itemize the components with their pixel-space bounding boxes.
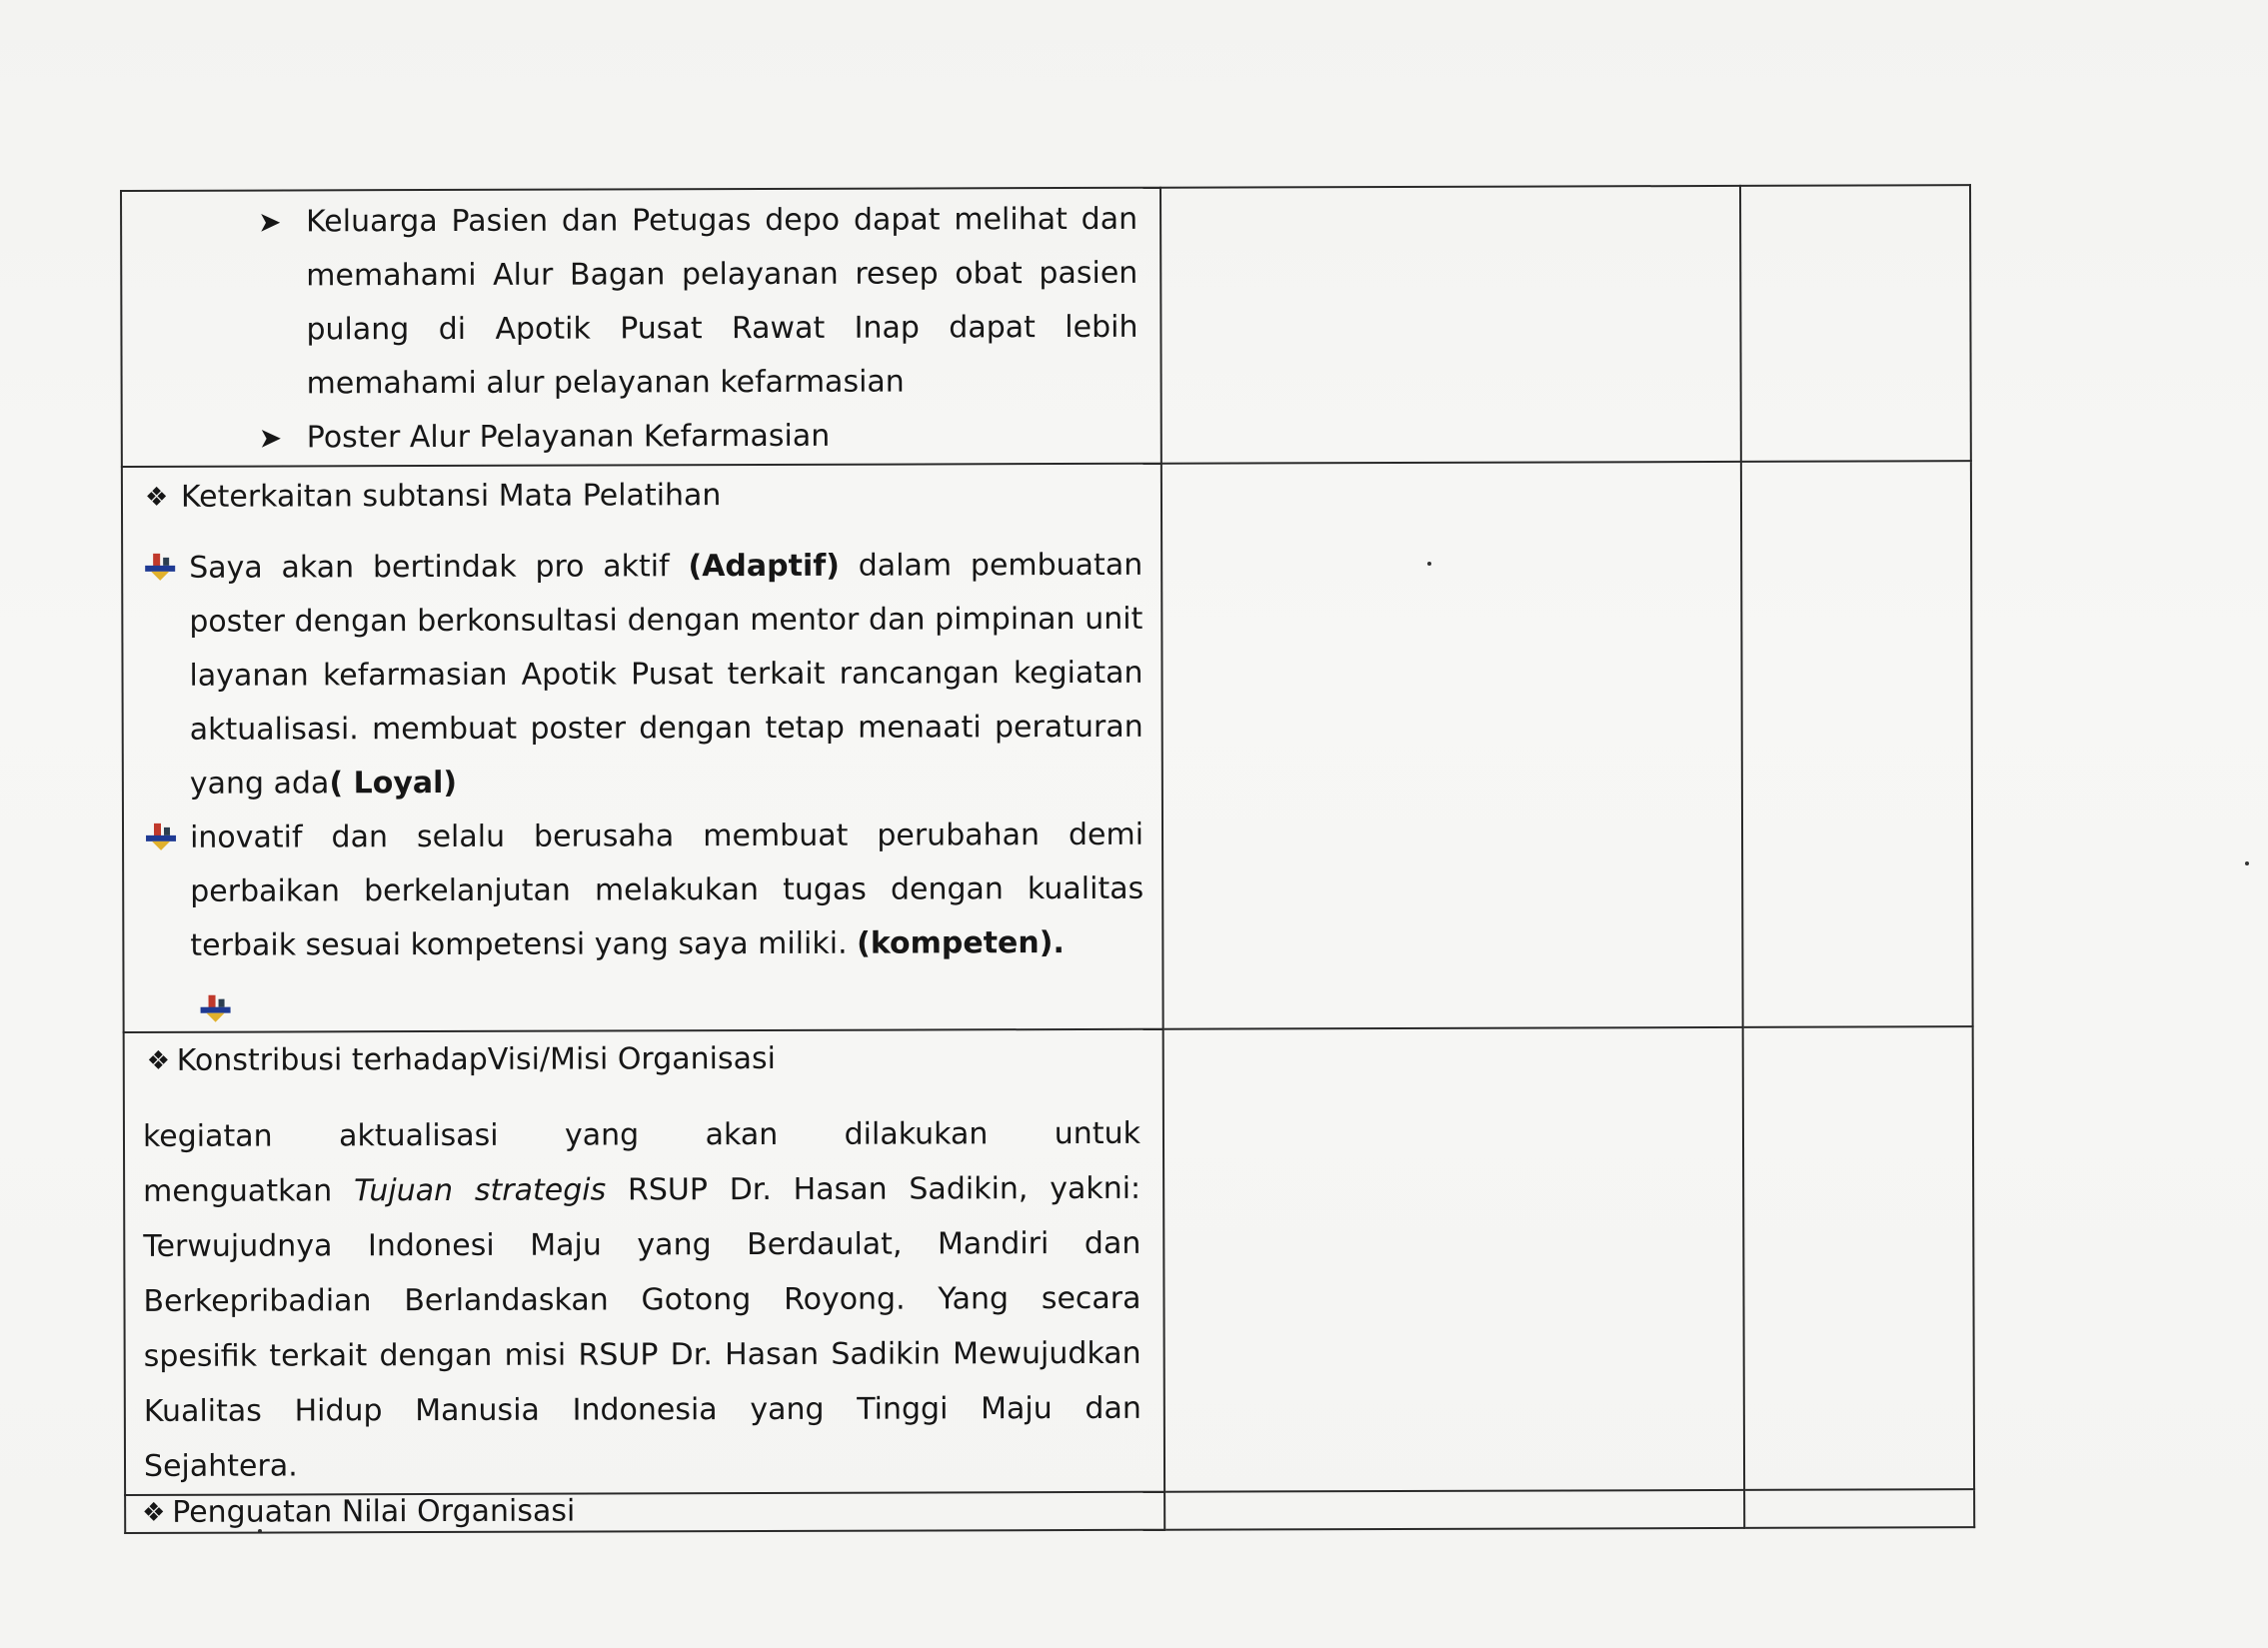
table-cell-empty xyxy=(1160,186,1741,464)
table-cell-empty xyxy=(1743,1026,1974,1490)
table-row xyxy=(121,185,1971,467)
pointing-hand-bullet-icon xyxy=(142,812,191,973)
keyword-loyal: ( Loyal) xyxy=(329,765,458,802)
text-run: menguatkan xyxy=(143,1173,355,1209)
text-run: inovatif dan selalu berusaha membuat perubahan demi perbaikan berkelanjutan melakukan tugas dengan kualitas terbaik sesuai kompetensi yang saya miliki. xyxy=(189,817,1144,963)
keyword-adaptif: (Adaptif) xyxy=(688,548,841,585)
section-heading-text: Penguatan Nilai Organisasi xyxy=(172,1493,576,1530)
word: untuk xyxy=(1054,1115,1141,1152)
table-cell-description xyxy=(121,188,1161,467)
table-cell-empty xyxy=(1740,185,1971,462)
four-diamond-bullet-icon: ❖ xyxy=(144,482,169,513)
table-cell-empty xyxy=(1161,462,1743,1029)
pointing-hand-bullet-icon xyxy=(141,542,190,812)
table-cell-empty xyxy=(1744,1489,1974,1528)
four-diamond-bullet-icon: ❖ xyxy=(142,1497,166,1528)
four-diamond-bullet-icon: ❖ xyxy=(146,1045,171,1076)
list-item-empty xyxy=(198,974,1143,1031)
scan-speck xyxy=(2245,861,2249,865)
word: dilakukan xyxy=(844,1116,989,1152)
list-item-text: Poster Alur Pelayanan Kefarmasian xyxy=(306,418,831,456)
text-run: RSUP Dr. Hasan Sadikin, yakni: Terwujudnya Indonesi Maju yang Berdaulat, Mandiri dan Berkepribadian Berlandaskan Gotong Royong. Yang secara spesifik terkait dengan misi RSUP Dr. Hasan Sadikin Mewujudkan Kualitas Hidup Manusia Indonesia yang Tinggi Maju dan Sejahtera. xyxy=(143,1170,1141,1484)
word: akan xyxy=(705,1116,779,1153)
section-heading xyxy=(147,1034,1144,1085)
pointing-hand-bullet-icon xyxy=(199,987,233,1041)
list-item xyxy=(141,539,1143,812)
list-item-text xyxy=(189,539,1143,812)
section-heading-text: Konstribusi terhadapVisi/Misi Organisasi xyxy=(176,1040,777,1078)
word: kegiatan xyxy=(142,1118,273,1154)
table-row xyxy=(122,461,1973,1032)
list-item-text: Keluarga Pasien dan Petugas depo dapat melihat dan memahami Alur Bagan pelayanan resep obat pasien pulang di Apotik Pusat Rawat Inap dapat lebih memahami alur pelayanan kefarmasian xyxy=(306,201,1138,402)
section-heading-text: Keterkaitan subtansi Mata Pelatihan xyxy=(180,478,722,515)
paragraph-first-line xyxy=(143,1106,1140,1164)
list-item xyxy=(258,193,1142,412)
table-cell-empty xyxy=(1163,1027,1744,1492)
section-heading xyxy=(145,471,1142,522)
text-run: dalam pembuatan poster dengan berkonsultasi dengan mentor dan pimpinan unit layanan kefarmasian Apotik Pusat terkait rancangan kegiatan aktualisasi. membuat poster dengan tetap menaati peraturan yang ada xyxy=(189,547,1143,802)
table-cell-description xyxy=(125,1492,1164,1533)
table-cell-description xyxy=(124,1029,1164,1495)
section-heading xyxy=(142,1493,1163,1530)
table-row xyxy=(125,1489,1974,1533)
table-cell-empty xyxy=(1164,1490,1744,1530)
list-item xyxy=(142,809,1144,973)
paragraph-body xyxy=(143,1161,1141,1494)
text-run: Saya akan bertindak pro aktif xyxy=(189,549,689,586)
list-item-text xyxy=(190,809,1144,973)
word: yang xyxy=(564,1117,640,1153)
table-cell-description xyxy=(122,464,1163,1032)
list-item xyxy=(259,409,1142,466)
table-row xyxy=(124,1026,1974,1495)
italic-phrase: Tujuan strategis xyxy=(353,1172,607,1209)
keyword-kompeten: (kompeten). xyxy=(857,925,1065,961)
table-cell-empty xyxy=(1741,461,1973,1027)
paragraph xyxy=(143,1106,1145,1494)
arrowhead-bullet-icon: ➤ xyxy=(258,205,282,239)
word: aktualisasi xyxy=(338,1117,499,1154)
arrowhead-bullet-icon: ➤ xyxy=(258,421,283,455)
activity-table xyxy=(120,184,1975,1534)
